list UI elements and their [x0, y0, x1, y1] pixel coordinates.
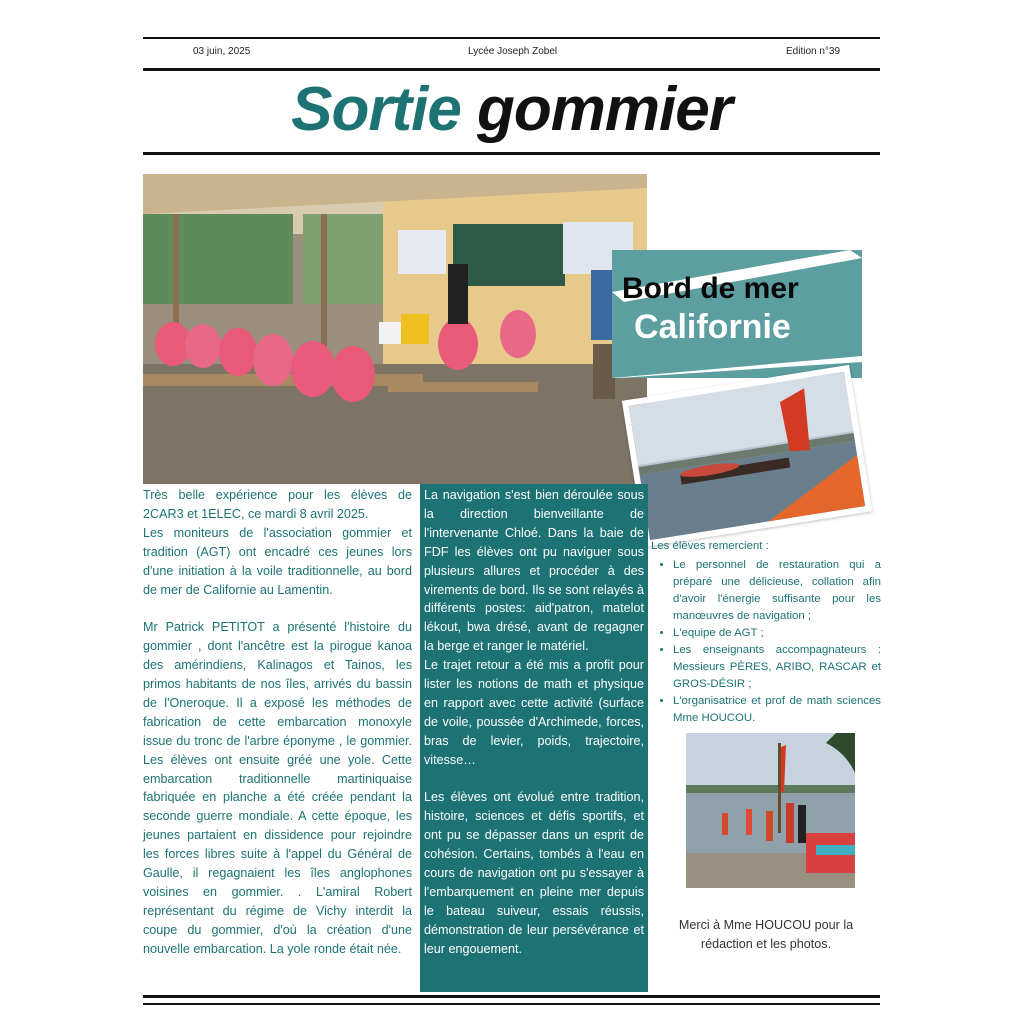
col1-paragraph-2: Les moniteurs de l'association gommier et tradition (AGT) ont encadré ces jeunes lors d'une initiation à la voile traditionnelle, au bord de mer de Californie au Lamentin.: [143, 525, 412, 597]
issue-date: 03 juin, 2025: [193, 46, 251, 57]
title-card-line2: Californie: [634, 308, 791, 346]
thanks-list: [651, 557, 881, 727]
col1-paragraph-1: Très belle expérience pour les élèves de 2CAR3 et 1ELEC, ce mardi 8 avril 2025.: [143, 488, 412, 521]
bottom-rule-2: [143, 1003, 880, 1005]
col2-paragraph-1: La navigation s'est bien déroulée sous la direction bienveillante de l'intervenante Chloé. Dans la baie de FDF les élèves ont pu naviguer sous plusieurs allures et procéder à des virements de bord. Ils se sont relayés à différents postes: aid'patron, matelot lékout, bwa drésé, avant de regagner la berge et ranger le matériel.: [424, 488, 644, 654]
col2-paragraph-3: Les élèves ont évolué entre tradition, histoire, sciences et défis sportifs, et ont pu se dépasser dans un esprit de cohésion. Certains, tombés à l'eau en cours de navigation ont pu s'essayer à l'embarquement en pleine mer depuis le bateau suiveur, essais réussis, démonstration de leur persévérance et leur engouement.: [424, 790, 644, 956]
article-column-2: [420, 484, 648, 992]
pavilion-photo-art: [143, 174, 647, 484]
location-title-card: [612, 250, 862, 378]
page-title: [143, 72, 880, 148]
beach-students-photo: [686, 733, 855, 888]
school-name: Lycée Joseph Zobel: [468, 46, 558, 57]
article-column-1: [143, 486, 412, 959]
beach-photo-art: [686, 733, 855, 888]
title-card-line1: Bord de mer: [622, 272, 799, 305]
thanks-intro: Les élèves remercient :: [651, 540, 769, 552]
col1-paragraph-3: Mr Patrick PETITOT a présenté l'histoire du gommier , dont l'ancêtre est la pirogue kanoa des amérindiens, Kalinagos et Tainos, les primos habitants de nos îles, arrivés du bassin de l'Oneroque. Il a exposé les méthodes de fabrication de cette embarcation monoxyle issue du tronc de l'arbre éponyme , le gommier. Les élèves ont ensuite gréé une yole. Cette embarcation traditionnelle martiniquaise fabriquée en planche a été créée pendant la seconde guerre mondiale. A cette époque, les jeunes partaient en dissidence pour rejoindre les forces libres suite à l'appel du Général de Gaulle, il regagnaient les îles anglophones voisines en gommier. . L'amiral Robert représentant du régime de Vichy interdit la coupe du gommier, d'où la création d'une nouvelle embarcation. La yole ronde était née.: [143, 620, 412, 956]
photo-credit: Merci à Mme HOUCOU pour la rédaction et les photos.: [678, 918, 854, 951]
thanks-item: • L'equipe de AGT ;: [673, 625, 881, 642]
col2-paragraph-2: Le trajet retour a été mis a profit pour lister les notions de math et physique en rapport avec cette activité (surface de voile, poussée d'Archimede, forces, bras de levier, poids, trajectoire, vitesse…: [424, 658, 644, 767]
thanks-item: • Les enseignants accompagnateurs : Messieurs PÈRES, ARIBO, RASCAR et GROS-DÉSIR ;: [673, 642, 881, 693]
header-rule: [143, 68, 880, 71]
title-word-sortie: Sortie: [291, 75, 461, 144]
masthead-rule: [143, 152, 880, 155]
thanks-item: • Le personnel de restauration qui a préparé une délicieuse, collation afin d'avoir l'énergie suffisante pour les manœuvres de navigation ;: [673, 557, 881, 625]
pavilion-briefing-photo: [143, 174, 647, 484]
gommier-sailing-photo: [622, 365, 872, 547]
bottom-rule-1: [143, 995, 880, 998]
thanks-section: [651, 538, 881, 727]
boat-photo-art: [629, 372, 866, 540]
top-rule: [143, 37, 880, 39]
edition-number: Edition n°39: [786, 46, 841, 57]
thanks-item: • L'organisatrice et prof de math sciences Mme HOUCOU.: [673, 693, 881, 727]
title-word-gommier: gommier: [477, 75, 732, 144]
